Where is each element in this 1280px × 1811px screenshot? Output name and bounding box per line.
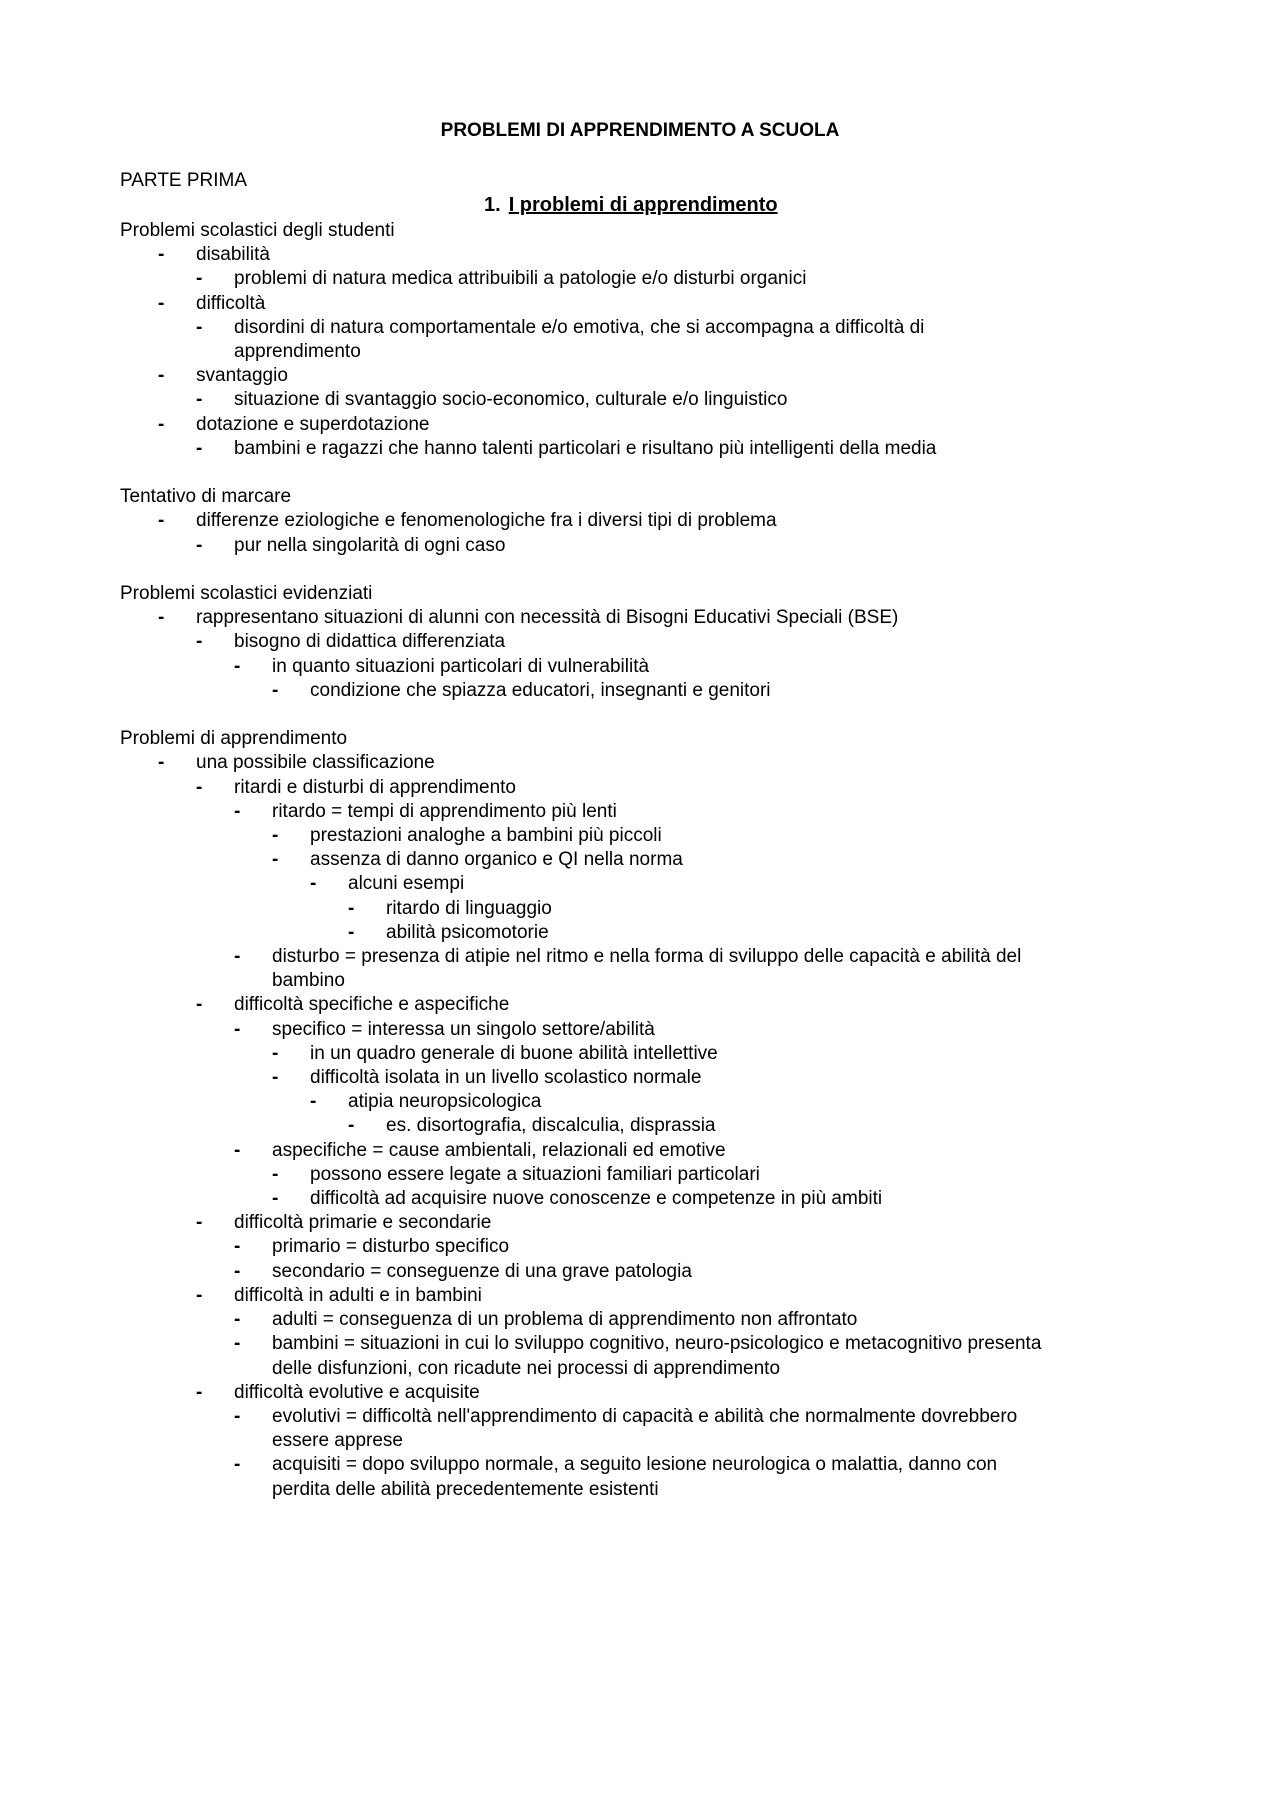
- list-item-text: una possibile classificazione: [196, 752, 435, 774]
- list-item-text: ritardi e disturbi di apprendimento: [234, 776, 516, 798]
- list-item-text: condizione che spiazza educatori, insegnanti e genitori: [310, 679, 771, 701]
- bullet-dash: -: [348, 921, 355, 943]
- bullet-dash: -: [158, 365, 165, 387]
- list-item-text: disabilità: [196, 244, 270, 266]
- list-item-text: delle disfunzioni, con ricadute nei processi di apprendimento: [272, 1357, 781, 1379]
- bullet-dash: -: [234, 800, 241, 822]
- list-item-text: situazione di svantaggio socio-economico, culturale e/o linguistico: [234, 389, 788, 411]
- bullet-dash: -: [196, 1284, 203, 1306]
- list-item: [120, 969, 1180, 993]
- list-item: [120, 872, 1180, 896]
- list-item: [120, 824, 1180, 848]
- list-item-text: prestazioni analoghe a bambini più piccoli: [310, 825, 662, 847]
- list-item: [120, 1453, 1180, 1477]
- bullet-dash: -: [310, 873, 317, 895]
- bullet-dash: -: [234, 1139, 241, 1161]
- bullet-dash: -: [310, 1091, 317, 1113]
- list-item: [120, 340, 1180, 364]
- list-item: [120, 1066, 1180, 1090]
- bullet-dash: -: [158, 510, 165, 532]
- bullet-dash: -: [272, 1042, 279, 1064]
- list-item: [120, 1478, 1180, 1502]
- list-item: [120, 848, 1180, 872]
- list-item-text: apprendimento: [234, 341, 361, 363]
- bullet-dash: -: [196, 389, 203, 411]
- section-heading: [120, 219, 1180, 243]
- list-item-text: acquisiti = dopo sviluppo normale, a seguito lesione neurologica o malattia, danno con: [272, 1454, 998, 1476]
- list-item-text: adulti = conseguenza di un problema di apprendimento non affrontato: [272, 1309, 858, 1331]
- list-item-text: specifico = interessa un singolo settore/abilità: [272, 1018, 655, 1040]
- list-item-text: difficoltà in adulti e in bambini: [234, 1284, 482, 1306]
- list-item: [120, 945, 1180, 969]
- bullet-dash: -: [196, 268, 203, 290]
- list-item: [120, 1260, 1180, 1284]
- section-heading: [120, 727, 1180, 751]
- list-item: [120, 509, 1180, 533]
- list-item-text: disordini di natura comportamentale e/o emotiva, che si accompagna a difficoltà di: [234, 316, 925, 338]
- list-item: [120, 388, 1180, 412]
- list-item-text: difficoltà primarie e secondarie: [234, 1212, 492, 1234]
- list-item-text: alcuni esempi: [348, 873, 465, 895]
- list-item-text: difficoltà specifiche e aspecifiche: [234, 994, 510, 1016]
- list-item: [120, 800, 1180, 824]
- list-item-text: primario = disturbo specifico: [272, 1236, 510, 1258]
- list-item-text: dotazione e superdotazione: [196, 413, 430, 435]
- list-item-text: ritardo di linguaggio: [386, 897, 552, 919]
- list-item-text: pur nella singolarità di ogni caso: [234, 534, 506, 556]
- bullet-dash: -: [234, 1018, 241, 1040]
- list-item: [120, 534, 1180, 558]
- list-item-text: secondario = conseguenze di una grave patologia: [272, 1260, 692, 1282]
- list-item-text: in un quadro generale di buone abilità intellettive: [310, 1042, 718, 1064]
- list-item-text: assenza di danno organico e QI nella norma: [310, 849, 683, 871]
- list-item-text: svantaggio: [196, 365, 288, 387]
- list-item-text: Problemi di apprendimento: [120, 728, 348, 750]
- list-item: [120, 437, 1180, 461]
- list-item-text: problemi di natura medica attribuibili a patologie e/o disturbi organici: [234, 268, 807, 290]
- list-item: [120, 364, 1180, 388]
- chapter-number: 1.: [484, 194, 501, 216]
- bullet-dash: -: [234, 1405, 241, 1427]
- chapter-heading: [484, 194, 778, 217]
- list-item-text: bambini e ragazzi che hanno talenti particolari e risultano più intelligenti della media: [234, 437, 937, 459]
- bullet-dash: -: [196, 631, 203, 653]
- list-item: [120, 413, 1180, 437]
- list-item: [120, 1090, 1180, 1114]
- list-item-text: ritardo = tempi di apprendimento più lenti: [272, 800, 617, 822]
- list-item-text: Problemi scolastici degli studenti: [120, 220, 395, 241]
- bullet-dash: -: [234, 1236, 241, 1258]
- list-item: [120, 243, 1180, 267]
- list-item-text: disturbo = presenza di atipie nel ritmo e nella forma di sviluppo delle capacità e abilità del: [272, 946, 1022, 968]
- bullet-dash: -: [234, 946, 241, 968]
- bullet-dash: -: [196, 534, 203, 556]
- list-item-text: Problemi scolastici evidenziati: [120, 583, 373, 605]
- list-item: [120, 1114, 1180, 1138]
- list-item: [120, 1042, 1180, 1066]
- list-item: [120, 993, 1180, 1017]
- part-label: PARTE PRIMA: [120, 170, 248, 191]
- section-heading: [120, 485, 1180, 509]
- list-item-text: abilità psicomotorie: [386, 921, 549, 943]
- section-heading: [120, 582, 1180, 606]
- list-item-text: in quanto situazioni particolari di vulnerabilità: [272, 655, 650, 677]
- bullet-dash: -: [234, 655, 241, 677]
- list-item-text: aspecifiche = cause ambientali, relazionali ed emotive: [272, 1139, 726, 1161]
- bullet-dash: -: [272, 1163, 279, 1185]
- bullet-dash: -: [272, 1067, 279, 1089]
- list-item: [120, 1381, 1180, 1405]
- list-item: [120, 1018, 1180, 1042]
- list-item-text: Tentativo di marcare: [120, 486, 292, 508]
- list-item-text: bambino: [272, 970, 345, 992]
- document-title: PROBLEMI DI APPRENDIMENTO A SCUOLA: [440, 120, 840, 141]
- list-item: [120, 1163, 1180, 1187]
- list-item: [120, 679, 1180, 703]
- list-item: [120, 606, 1180, 630]
- list-item-text: differenze eziologiche e fenomenologiche fra i diversi tipi di problema: [196, 510, 777, 532]
- bullet-dash: -: [234, 1260, 241, 1282]
- bullet-dash: -: [158, 413, 165, 435]
- list-item-text: difficoltà ad acquisire nuove conoscenze e competenze in più ambiti: [310, 1188, 883, 1210]
- bullet-dash: -: [234, 1309, 241, 1331]
- list-item: [120, 1308, 1180, 1332]
- list-item: [120, 1211, 1180, 1235]
- bullet-dash: -: [158, 244, 165, 266]
- bullet-dash: -: [196, 437, 203, 459]
- list-item-text: possono essere legate a situazioni familiari particolari: [310, 1163, 760, 1185]
- list-item: [120, 921, 1180, 945]
- list-item: [120, 1187, 1180, 1211]
- list-item-text: difficoltà isolata in un livello scolastico normale: [310, 1067, 702, 1089]
- outline-list: [120, 219, 1180, 1502]
- bullet-dash: -: [196, 1212, 203, 1234]
- list-item: [120, 1405, 1180, 1429]
- list-item: [120, 1429, 1180, 1453]
- bullet-dash: -: [272, 679, 279, 701]
- bullet-dash: -: [158, 607, 165, 629]
- list-item-text: rappresentano situazioni di alunni con necessità di Bisogni Educativi Speciali (BSE): [196, 607, 899, 629]
- bullet-dash: -: [272, 849, 279, 871]
- list-item-text: evolutivi = difficoltà nell'apprendimento di capacità e abilità che normalmente dovrebbero: [272, 1405, 1018, 1427]
- list-item: [120, 655, 1180, 679]
- bullet-dash: -: [348, 897, 355, 919]
- bullet-dash: -: [158, 752, 165, 774]
- bullet-dash: -: [272, 825, 279, 847]
- list-item-text: difficoltà evolutive e acquisite: [234, 1381, 480, 1403]
- list-item-text: es. disortografia, discalculia, disprassia: [386, 1115, 716, 1137]
- bullet-dash: -: [234, 1333, 241, 1355]
- bullet-dash: -: [234, 1454, 241, 1476]
- list-item-text: essere apprese: [272, 1430, 403, 1452]
- list-item-text: atipia neuropsicologica: [348, 1091, 542, 1113]
- list-item: [120, 292, 1180, 316]
- list-item: [120, 751, 1180, 775]
- bullet-dash: -: [348, 1115, 355, 1137]
- list-item: [120, 267, 1180, 291]
- list-item: [120, 1235, 1180, 1259]
- list-item-text: bambini = situazioni in cui lo sviluppo cognitivo, neuro-psicologico e metacognitivo presenta: [272, 1333, 1042, 1355]
- list-item: [120, 1357, 1180, 1381]
- bullet-dash: -: [196, 994, 203, 1016]
- list-item-text: perdita delle abilità precedentemente esistenti: [272, 1478, 659, 1500]
- list-item: [120, 316, 1180, 340]
- bullet-dash: -: [272, 1188, 279, 1210]
- list-item: [120, 897, 1180, 921]
- bullet-dash: -: [196, 776, 203, 798]
- bullet-dash: -: [196, 316, 203, 338]
- list-item: [120, 1284, 1180, 1308]
- bullet-dash: -: [158, 292, 165, 314]
- chapter-title: I problemi di apprendimento: [508, 194, 778, 216]
- list-item: [120, 630, 1180, 654]
- list-item-text: bisogno di didattica differenziata: [234, 631, 506, 653]
- list-item: [120, 776, 1180, 800]
- list-item-text: difficoltà: [196, 292, 266, 314]
- bullet-dash: -: [196, 1381, 203, 1403]
- list-item: [120, 1332, 1180, 1356]
- list-item: [120, 1139, 1180, 1163]
